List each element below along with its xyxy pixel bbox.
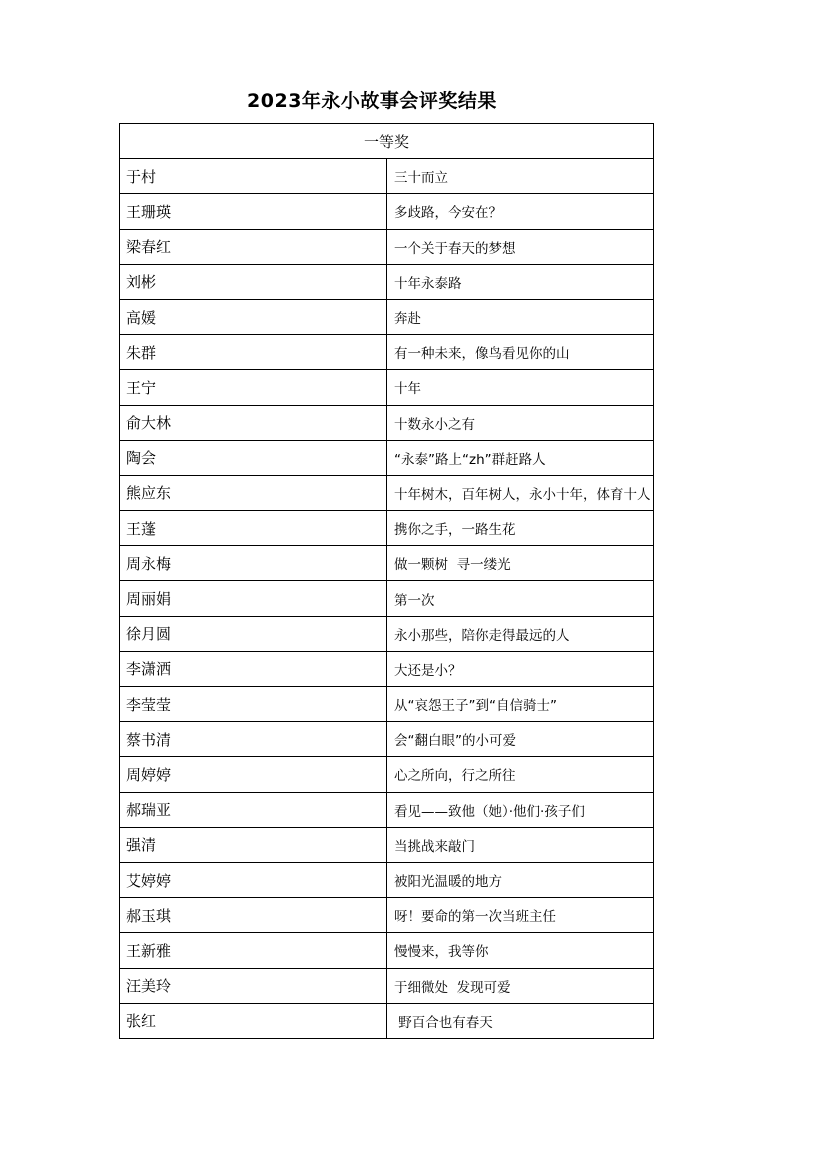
table-row [120,511,654,546]
winner-name: 艾婷婷 [120,862,387,897]
story-title: 从“哀怨王子”到“自信骑士” [387,687,654,722]
winner-name: 俞大林 [120,405,387,440]
table-row [120,264,654,299]
table-row [120,968,654,1003]
table-row [120,581,654,616]
story-title: 三十而立 [387,159,654,194]
story-title: 大还是小？ [387,651,654,686]
story-title: 一个关于春天的梦想 [387,229,654,264]
story-title: 慢慢来，我等你 [387,933,654,968]
winner-name: 徐月圆 [120,616,387,651]
table-row [120,898,654,933]
story-title: 携你之手，一路生花 [387,511,654,546]
winner-name: 李莹莹 [120,687,387,722]
story-title: 奔赴 [387,299,654,334]
table-row [120,1003,654,1038]
table-row [120,827,654,862]
table-row [120,792,654,827]
story-title: 多歧路，今安在？ [387,194,654,229]
story-title: 会“翻白眼”的小可爱 [387,722,654,757]
winner-name: 王蓬 [120,511,387,546]
table-row [120,159,654,194]
winner-name: 熊应东 [120,475,387,510]
award-results-body [120,124,654,1039]
award-level-header: 一等奖 [120,124,654,159]
story-title: 十年 [387,370,654,405]
table-row [120,370,654,405]
story-title: 野百合也有春天 [387,1003,654,1038]
table-row [120,722,654,757]
story-title: 十数永小之有 [387,405,654,440]
table-row [120,335,654,370]
story-title: 于细微处 发现可爱 [387,968,654,1003]
winner-name: 强清 [120,827,387,862]
table-row [120,651,654,686]
table-row [120,757,654,792]
award-header-row [120,124,654,159]
winner-name: 张红 [120,1003,387,1038]
winner-name: 刘彬 [120,264,387,299]
winner-name: 周永梅 [120,546,387,581]
table-row [120,687,654,722]
winner-name: 郝玉琪 [120,898,387,933]
winner-name: 李潇洒 [120,651,387,686]
winner-name: 汪美玲 [120,968,387,1003]
winner-name: 王珊瑛 [120,194,387,229]
table-row [120,616,654,651]
table-row [120,546,654,581]
winner-name: 蔡书清 [120,722,387,757]
story-title: “永泰”路上“zh”群赶路人 [387,440,654,475]
story-title: 十年树木，百年树人，永小十年，体育十人 [387,475,654,510]
story-title: 十年永泰路 [387,264,654,299]
story-title: 当挑战来敲门 [387,827,654,862]
table-row [120,440,654,475]
story-title: 呀！要命的第一次当班主任 [387,898,654,933]
winner-name: 周丽娟 [120,581,387,616]
story-title: 第一次 [387,581,654,616]
story-title: 看见——致他（她）·他们·孩子们 [387,792,654,827]
table-row [120,229,654,264]
table-row [120,862,654,897]
winner-name: 王宁 [120,370,387,405]
winner-name: 朱群 [120,335,387,370]
table-row [120,933,654,968]
table-row [120,405,654,440]
document-title: 2023年永小故事会评奖结果 [247,90,497,112]
winner-name: 郝瑞亚 [120,792,387,827]
table-row [120,299,654,334]
story-title: 被阳光温暖的地方 [387,862,654,897]
story-title: 做一颗树 寻一缕光 [387,546,654,581]
award-results-table [119,123,654,1039]
table-row [120,194,654,229]
table-row [120,475,654,510]
winner-name: 高媛 [120,299,387,334]
winner-name: 王新雅 [120,933,387,968]
story-title: 心之所向，行之所往 [387,757,654,792]
winner-name: 于村 [120,159,387,194]
winner-name: 陶会 [120,440,387,475]
story-title: 永小那些，陪你走得最远的人 [387,616,654,651]
winner-name: 周婷婷 [120,757,387,792]
story-title: 有一种未来，像鸟看见你的山 [387,335,654,370]
winner-name: 梁春红 [120,229,387,264]
